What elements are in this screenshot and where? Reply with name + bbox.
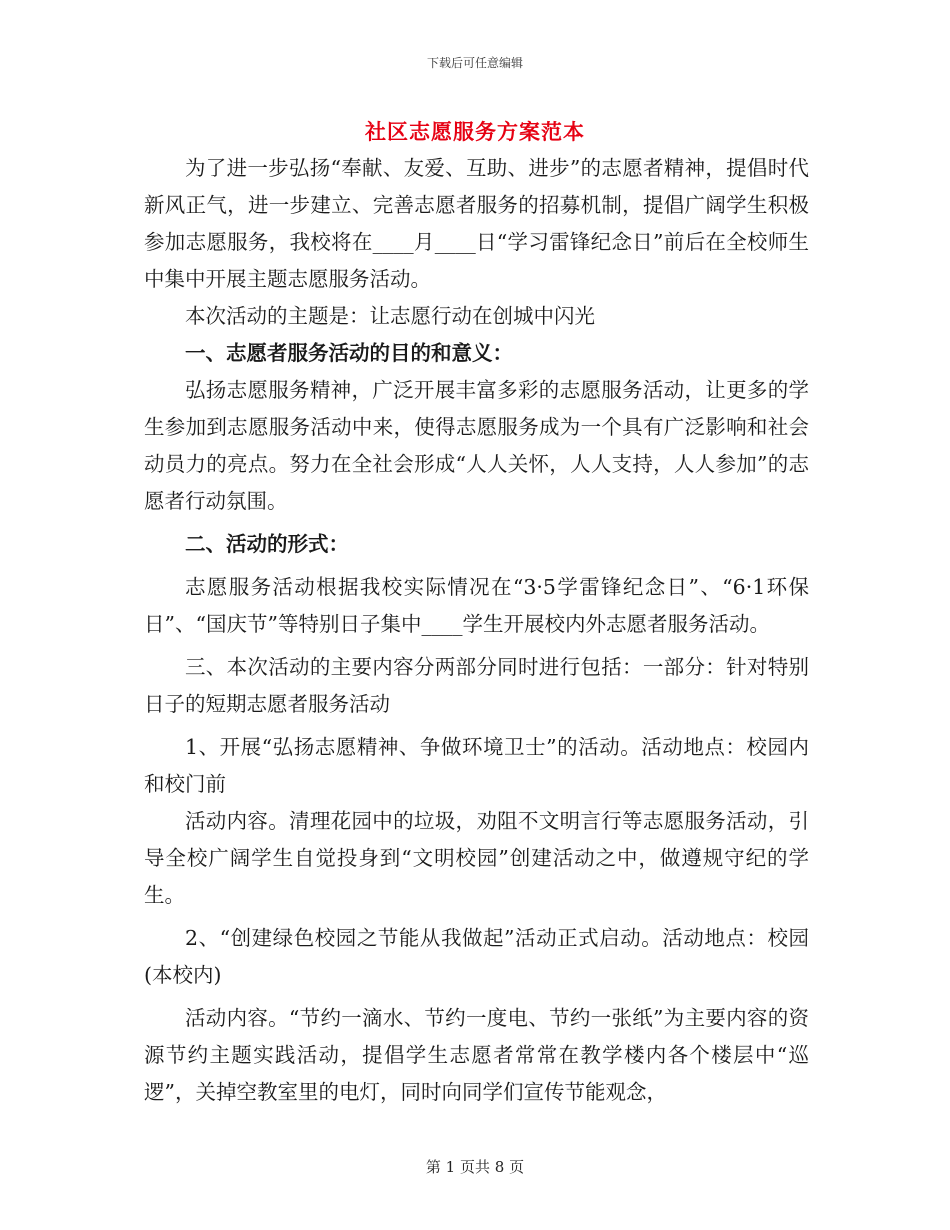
header-note: 下载后可任意编辑: [426, 56, 523, 70]
paragraph-activity-1-detail: 活动内容。清理花园中的垃圾，劝阻不文明言行等志愿服务活动，引导全校广阔学生自觉投身到“文明校园”创建活动之中，做遵规守纪的学生。: [144, 809, 809, 907]
paragraph-intro: 为了进一步弘扬“奉献、友爱、互助、进步”的志愿者精神，提倡时代新风正气，进一步建立、完善志愿者服务的招募机制，提倡广阔学生积极参加志愿服务，我校将在____月____日“学习雷锋纪念日”前后在全校师生中集中开展主题志愿服务活动。: [144, 156, 809, 291]
paragraph-content-overview: 三、本次活动的主要内容分两部分同时进行包括：一部分：针对特别日子的短期志愿者服务活动: [144, 655, 809, 716]
paragraph-activity-2-detail: 活动内容。“节约一滴水、节约一度电、节约一张纸”为主要内容的资源节约主题实践活动，提倡学生志愿者常常在教学楼内各个楼层中“巡逻”，关掉空教室里的电灯，同时向同学们宣传节能观念，: [144, 1006, 809, 1104]
paragraph-purpose: 弘扬志愿服务精神，广泛开展丰富多彩的志愿服务活动，让更多的学生参加到志愿服务活动中来，使得志愿服务成为一个具有广泛影响和社会动员力的亮点。努力在全社会形成“人人关怀，人人支持，人人参加”的志愿者行动氛围。: [144, 378, 809, 513]
document-title: 社区志愿服务方案范本: [365, 119, 585, 144]
page-footer: 第 1 页共 8 页: [425, 1158, 525, 1176]
paragraph-theme: 本次活动的主题是：让志愿行动在创城中闪光: [185, 304, 595, 328]
paragraph-activity-1: 1、开展“弘扬志愿精神、争做环境卫士”的活动。活动地点：校园内和校门前: [144, 735, 809, 796]
paragraph-form: 志愿服务活动根据我校实际情况在“3·5学雷锋纪念日”、“6·1环保日”、“国庆节”等特别日子集中____学生开展校内外志愿者服务活动。: [144, 575, 809, 636]
section-heading-purpose: 一、志愿者服务活动的目的和意义：: [185, 341, 513, 365]
document-body: [144, 150, 809, 1111]
section-heading-form: 二、活动的形式：: [185, 532, 349, 556]
paragraph-activity-2: 2、“创建绿色校园之节能从我做起”活动正式启动。活动地点：校园(本校内): [144, 926, 809, 987]
